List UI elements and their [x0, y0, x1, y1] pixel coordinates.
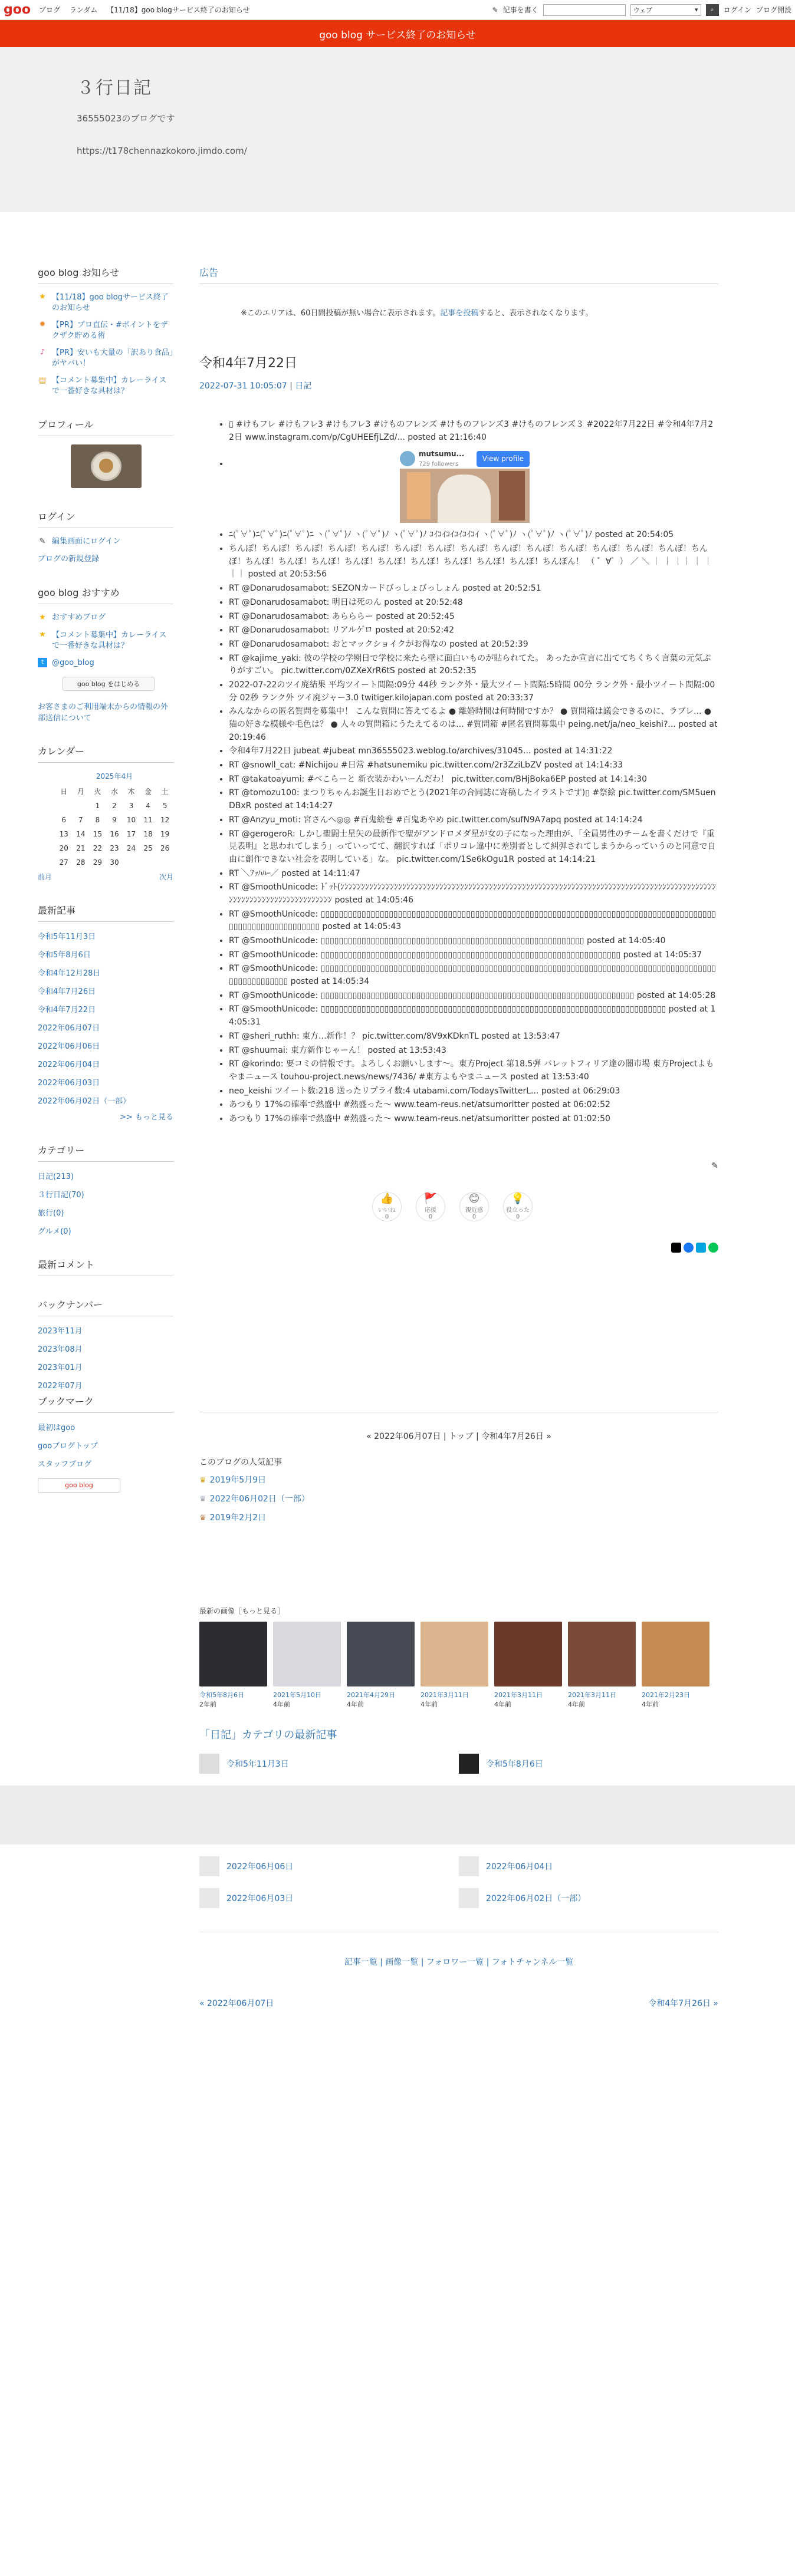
backnumber-link[interactable]: 2023年01月: [38, 1363, 83, 1372]
thumbs-up-icon: 👍: [380, 1193, 394, 1205]
cal-day: 9: [112, 815, 117, 824]
category-recent-grid-2: [199, 1856, 718, 1908]
cal-day: [140, 855, 157, 869]
article-thumb[interactable]: [459, 1888, 479, 1908]
recent-link[interactable]: 令和4年7月26日: [38, 987, 96, 996]
cal-day: 21: [76, 844, 86, 852]
cal-dow: 火: [94, 788, 101, 796]
thumb-image[interactable]: [347, 1622, 415, 1686]
open-blog-link[interactable]: ブログ開設: [755, 6, 791, 14]
post-article-link[interactable]: 記事を投稿: [440, 309, 479, 318]
tweet-line: • みんなからの匿名質問を募集中！ こんな質問に答えてるよ ● 離婚時間は何時間ですか？ ● 質問箱は議会できるのに、ラブレ... ● 猫の好きな模様や毛色は？ ● 人々の質問箱にうたえてるのは... #質問箱 #匿名質問募集中 peing.net/ja/neo_keishi?... posted at 20:19:46: [229, 706, 718, 744]
service-end-banner[interactable]: goo blog サービス終了のお知らせ: [0, 20, 795, 47]
category-link[interactable]: 旅行(0): [38, 1208, 64, 1218]
popular-link[interactable]: 2022年06月02日（一部）: [209, 1494, 310, 1504]
thumb-item[interactable]: 2021年4月29日 4年前: [347, 1622, 415, 1709]
edit-pencil-icon[interactable]: ✎: [711, 1161, 718, 1171]
cal-day: 11: [143, 815, 153, 824]
cal-day: 15: [93, 829, 103, 838]
notice-link[interactable]: 【コメント募集中】カレーライスで一番好きな具材は？: [52, 376, 167, 396]
tweet-line: • RT @SmoothUnicode: ▯▯▯▯▯▯▯▯▯▯▯▯▯▯▯▯▯▯▯▯▯▯▯▯▯▯▯▯▯▯▯▯▯▯▯▯▯▯▯▯▯▯▯▯▯▯▯▯▯▯▯▯▯▯▯▯▯▯▯▯▯▯▯▯▯▯ posted at 14:05:37: [229, 949, 718, 962]
ad-note: ※このエリアは、60日間投稿が無い場合に表示されます。記事を投稿すると、表示されなくなります。: [241, 309, 593, 318]
category-link[interactable]: グルメ(0): [38, 1227, 71, 1236]
tweet-line: • RT @shuumai: 東方新作じゃーん！ posted at 13:53:43: [229, 1045, 718, 1058]
tweet-line: • RT @korindo: 要コミの情報です。よろしくお願いします～。東方Project 第18.5弾 バレットフィリア達の闇市場 東方Projectよもやまニュース touhou-project.news/news/7436/ #東方よもやまニュース posted at 13:53:40: [229, 1058, 718, 1083]
thumb-image[interactable]: [494, 1622, 562, 1686]
more-recent-link[interactable]: >> もっと見る: [120, 1112, 173, 1122]
gift-icon: ♪: [40, 348, 45, 357]
recent-link[interactable]: 2022年06月06日: [38, 1042, 100, 1051]
cal-day: 13: [59, 829, 68, 838]
cal-day: 1: [95, 801, 100, 810]
view-profile-button[interactable]: View profile: [477, 451, 530, 467]
cal-day: 2: [112, 801, 117, 810]
recent-link[interactable]: 2022年06月02日（一部）: [38, 1096, 131, 1106]
category-recent-link[interactable]: 2022年06月06日: [226, 1862, 294, 1872]
reaction-buttons: [370, 1192, 718, 1221]
cal-day: 5: [162, 801, 167, 810]
goo-blog-twitter-link[interactable]: @goo_blog: [52, 658, 94, 668]
tweet-line: • RT @snowll_cat: #Nichijou #日常 #hatsunemiku pic.twitter.com/2r3ZziLbZV posted at 14:14:33: [229, 759, 718, 772]
edit-login-link[interactable]: 編集画面にログイン: [52, 537, 121, 546]
tweet-line: • あつもり 17%の確率で熱盛中 #熱盛った～ www.team-reus.net/atsumoritter posted at 06:02:52: [229, 1099, 718, 1112]
category-recent-link[interactable]: 2022年06月02日（一部）: [486, 1893, 586, 1903]
prev-month-link[interactable]: 前月: [38, 872, 52, 881]
search-scope-select[interactable]: ウェブ ▾: [630, 4, 701, 16]
start-blog-button[interactable]: goo blog をはじめる: [63, 677, 155, 691]
category-recent-grid: [199, 1754, 718, 1774]
main-column: [199, 212, 718, 1774]
tweet-line: • RT @Anzyu_moti: 宮さんへ◎◎ #百鬼絵巻 #百鬼あやめ pic.twitter.com/sufN9A7apq posted at 14:14:24: [229, 814, 718, 827]
cal-dow: 木: [127, 788, 135, 796]
recommend-link[interactable]: 【コメント募集中】カレーライスで一番好きな具材は？: [52, 631, 167, 650]
cal-day: [73, 799, 90, 813]
new-blog-link[interactable]: ブログの新規登録: [38, 554, 100, 564]
share-buttons: [199, 1243, 718, 1253]
backnumber-heading: バックナンバー: [38, 1297, 173, 1316]
notice-heading: goo blog お知らせ: [38, 265, 173, 284]
cal-day: 4: [146, 801, 150, 810]
calendar: [38, 771, 173, 882]
article-meta: 2022-07-31 10:05:07 | 日記: [199, 381, 312, 391]
chevron-down-icon: ▾: [695, 6, 698, 14]
backnumber-link[interactable]: 2022年07月: [38, 1381, 83, 1391]
write-article-link[interactable]: 記事を書く: [502, 6, 538, 14]
recent-link[interactable]: 令和5年11月3日: [38, 932, 96, 941]
cal-dow: 日: [60, 788, 68, 796]
cal-day: 17: [126, 829, 136, 838]
cal-day: 12: [160, 815, 170, 824]
tweet-line: • RT @SmoothUnicode: ▯▯▯▯▯▯▯▯▯▯▯▯▯▯▯▯▯▯▯▯▯▯▯▯▯▯▯▯▯▯▯▯▯▯▯▯▯▯▯▯▯▯▯▯▯▯▯▯▯▯▯▯▯▯▯▯▯▯▯▯▯▯▯▯▯▯▯▯▯ posted at 14:05:28: [229, 990, 718, 1003]
notice-link[interactable]: 【PR】プロ直伝・#ポイントをザクザク貯める術: [52, 321, 168, 340]
cal-day: 23: [110, 844, 119, 852]
article-thumb[interactable]: [459, 1754, 479, 1774]
profile-heading: プロフィール: [38, 417, 173, 436]
next-article-link[interactable]: 令和4年7月26日 »: [648, 1998, 718, 2008]
cal-day: [55, 799, 73, 813]
bottom-pager: [199, 1997, 718, 2009]
search-icon: ⌕: [710, 6, 714, 13]
tweet-line: • ちんぽ！ちんぽ！ちんぽ！ちんぽ！ちんぽ！ちんぽ！ちんぽ！ちんぽ！ちんぽ！ちんぽ！ちんぽ！ちんぽ！ちんぽ！ちんぽ！ちんぽ！ちんぽ！ちんぽ！ちんぽ！ちんぽ！ちんぽ！ちんぽ！ちんぽ！ちんぽ！ちんぽ！ちんぽん！ （ ゜∀゜） ／ ＼ ｜ ｜ ｜｜ ｜ ｜ ｜｜ posted at 20:53:56: [229, 543, 718, 581]
x-share-icon[interactable]: [671, 1243, 681, 1253]
instagram-embed-item: [229, 449, 718, 523]
notice-link[interactable]: 【11/18】goo blogサービス終了のお知らせ: [52, 293, 169, 312]
tweet-line: • RT @SmoothUnicode: ▯▯▯▯▯▯▯▯▯▯▯▯▯▯▯▯▯▯▯▯▯▯▯▯▯▯▯▯▯▯▯▯▯▯▯▯▯▯▯▯▯▯▯▯▯▯▯▯▯▯▯▯▯▯▯▯▯▯▯▯▯▯▯▯▯▯▯▯▯▯▯▯▯▯▯▯▯▯▯▯▯▯▯▯▯▯▯▯▯▯▯▯▯▯▯▯▯▯▯▯ posted at 14:05:34: [229, 963, 718, 988]
login-heading: ログイン: [38, 509, 173, 528]
tweet-line: • あつもり 17%の確率で熱盛中 #熱盛った～ www.team-reus.net/atsumoritter posted at 01:02:50: [229, 1113, 718, 1126]
blog-header: [0, 47, 795, 212]
comment-icon: ▤: [38, 375, 47, 385]
profile-image[interactable]: [71, 444, 142, 488]
flag-icon: 🚩: [423, 1193, 438, 1205]
recent-heading: 最新記事: [38, 903, 173, 922]
tweet-line: • 令和4年7月22日 jubeat #jubeat mn36555023.weblog.to/archives/31045... posted at 14:31:22: [229, 745, 718, 758]
category-heading: カテゴリー: [38, 1143, 173, 1162]
tweet-line: • ▯ #けもフレ #けもフレ3 #けもフレ3 #けものフレンズ #けものフレンズ3 #けものフレンズ３ #2022年7月22日 #令和4年7月22日 www.instagram.com/p/CgUHEEfjLZd/... posted at 21:16:40: [229, 419, 718, 444]
goo-blog-logo[interactable]: goo blog: [38, 1478, 120, 1493]
tweet-line: • RT @tomozu100: まつりちゃんお誕生日おめでとう(2021年の合同誌に寄稿したイラストです)▯ #祭絵 pic.twitter.com/SM5uenDBxR posted at 14:14:27: [229, 787, 718, 812]
instagram-image[interactable]: [400, 469, 530, 523]
tweet-line: • ﾆ(ﾟ∀ﾟ)ﾆ(ﾟ∀ﾟ)ﾆ(ﾟ∀ﾟ)ﾆ ヽ(ﾟ∀ﾟ)ﾉ ヽ(ﾟ∀ﾟ)ﾉ ヽ(ﾟ∀ﾟ)ﾉ ｺｲｺｲｺｲｺｲｺｲｺｲ ヽ(ﾟ∀ﾟ)ﾉ ヽ(ﾟ∀ﾟ)ﾉ ヽ(ﾟ∀ﾟ)ﾉ posted at 20:54:05: [229, 529, 718, 542]
bookmark-link[interactable]: スタッフブログ: [38, 1460, 92, 1469]
data-sending-link[interactable]: お客さまのご利用端末からの情報の外部送信について: [38, 702, 169, 723]
category-link[interactable]: 日記(213): [38, 1172, 74, 1181]
thumb-item[interactable]: 2021年3月11日 4年前: [421, 1622, 488, 1709]
cal-day: 26: [160, 844, 170, 852]
nav-blog[interactable]: ブログ: [38, 6, 60, 14]
bookmark-heading: ブックマーク: [38, 1394, 173, 1413]
category-link[interactable]: ３行日記(70): [38, 1190, 84, 1200]
crown-icon: ♛: [199, 1494, 206, 1504]
tweet-line: • RT @SmoothUnicode: ▯▯▯▯▯▯▯▯▯▯▯▯▯▯▯▯▯▯▯▯▯▯▯▯▯▯▯▯▯▯▯▯▯▯▯▯▯▯▯▯▯▯▯▯▯▯▯▯▯▯▯▯▯▯▯▯▯▯▯▯▯▯▯▯▯▯▯▯▯▯▯▯▯▯▯▯▯▯▯▯▯▯▯▯▯▯▯▯▯▯▯▯▯▯▯▯▯▯▯▯▯▯▯▯▯▯▯ posted at 14:05:43: [229, 908, 718, 934]
article-pager[interactable]: « 2022年06月07日 | トップ | 令和4年7月26日 »: [199, 1412, 718, 1442]
blog-url: https://t178chennazkokoro.jimdo.com/: [77, 146, 247, 156]
tweet-line: • RT @Donarudosamabot: あらららー posted at 20:52:45: [229, 611, 718, 624]
search-button[interactable]: [706, 4, 719, 16]
blog-title[interactable]: ３行日記: [77, 78, 152, 98]
edit-icon: ✎: [39, 536, 46, 546]
cal-day: 14: [76, 829, 86, 838]
point-icon: ✹: [39, 320, 46, 330]
reaction-empathy[interactable]: 😊 親近感 0: [458, 1192, 491, 1221]
recent-link[interactable]: 2022年06月07日: [38, 1023, 100, 1033]
backnumber-link[interactable]: 2023年11月: [38, 1326, 83, 1336]
thumb-image[interactable]: [273, 1622, 341, 1686]
tweet-line: • RT @SmoothUnicode: ▯▯▯▯▯▯▯▯▯▯▯▯▯▯▯▯▯▯▯▯▯▯▯▯▯▯▯▯▯▯▯▯▯▯▯▯▯▯▯▯▯▯▯▯▯▯▯▯▯▯▯▯▯▯▯▯▯▯ posted at 14:05:40: [229, 935, 718, 948]
avatar: [400, 451, 415, 466]
prev-article-link[interactable]: « 2022年06月07日: [199, 1998, 274, 2008]
reaction-helpful[interactable]: 💡 役立った 0: [501, 1192, 534, 1221]
next-month-link[interactable]: 次月: [159, 872, 173, 881]
thumb-image[interactable]: [199, 1622, 267, 1686]
cal-day: 20: [59, 844, 68, 852]
cal-day: 3: [129, 801, 134, 810]
tweet-line: • RT @Donarudosamabot: リアルゲロ posted at 20:52:42: [229, 624, 718, 637]
cal-day: 28: [76, 858, 86, 867]
tweet-line: • RT @SmoothUnicode: ▯▯▯▯▯▯▯▯▯▯▯▯▯▯▯▯▯▯▯▯▯▯▯▯▯▯▯▯▯▯▯▯▯▯▯▯▯▯▯▯▯▯▯▯▯▯▯▯▯▯▯▯▯▯▯▯▯▯▯▯▯▯▯▯▯▯▯▯▯▯▯▯▯▯▯▯ posted at 14:05:31: [229, 1003, 718, 1029]
cal-day: 8: [95, 815, 100, 824]
cal-day: 30: [110, 858, 119, 867]
category-recent-link[interactable]: 令和5年11月3日: [226, 1759, 289, 1769]
calendar-heading: カレンダー: [38, 744, 173, 763]
cal-day: 7: [78, 815, 83, 824]
cal-dow: 土: [161, 788, 169, 796]
facebook-share-icon[interactable]: [684, 1243, 694, 1253]
article-title[interactable]: 令和4年7月22日: [199, 356, 297, 371]
goo-logo[interactable]: goo: [4, 2, 31, 17]
article-category[interactable]: 日記: [295, 381, 312, 391]
recent-images-heading[interactable]: 最新の画像［もっと見る］: [199, 1606, 285, 1615]
category-recent-link[interactable]: 2022年06月04日: [486, 1862, 553, 1872]
line-share-icon[interactable]: [708, 1243, 718, 1253]
comments-heading: 最新コメント: [38, 1257, 173, 1276]
thumb-item[interactable]: 2021年3月11日 4年前: [568, 1622, 636, 1709]
popular-link[interactable]: 2019年5月9日: [209, 1475, 267, 1485]
popular-link[interactable]: 2019年2月2日: [209, 1513, 267, 1523]
notice-link[interactable]: 【PR】安いも大量の「訳あり食品」がヤバい！: [52, 348, 173, 368]
cal-day: 27: [59, 858, 68, 867]
nav-random[interactable]: ランダム: [69, 6, 98, 14]
thumb-image[interactable]: [642, 1622, 709, 1686]
smile-icon: 😊: [468, 1193, 480, 1205]
thumb-item[interactable]: 2021年2月23日 4年前: [642, 1622, 709, 1709]
category-recent-link[interactable]: 令和5年8月6日: [486, 1759, 543, 1769]
article-thumb[interactable]: [199, 1754, 219, 1774]
tweet-line: • RT @takatoayumi: #ベこらーと 新衣装かわいーんだわ！ pic.twitter.com/BHjBoka6EP posted at 14:14:30: [229, 773, 718, 786]
recent-link[interactable]: 令和4年7月22日: [38, 1005, 96, 1014]
article-thumb[interactable]: [199, 1888, 219, 1908]
cal-day: 16: [110, 829, 119, 838]
popular-articles: [199, 1456, 718, 1523]
cal-day: 25: [143, 844, 153, 852]
global-header: [0, 0, 795, 20]
cal-day: 22: [93, 844, 103, 852]
bookmark-link[interactable]: gooブログトップ: [38, 1441, 98, 1451]
tweet-line: • RT @Donarudosamabot: おとマックショイクがお得なの posted at 20:52:39: [229, 638, 718, 651]
tweet-line: • 2022-07-22のツイ廃結果 平均ツイート間隔:09分 44秒 ランク外・最大ツイート間隔:5時間 00分 ランク外・最小ツイート間隔:00分 02秒 ランク外 ツイ廃ジャー3.0 twitiger.kilojapan.com posted at 20:33:37: [229, 679, 718, 704]
thumb-item[interactable]: 2021年3月11日 4年前: [494, 1622, 562, 1709]
footer-links[interactable]: 記事一覧 | 画像一覧 | フォロワー一覧 | フォトチャンネル一覧: [199, 1932, 718, 1968]
search-input[interactable]: [543, 4, 626, 16]
recommend-heading: goo blog おすすめ: [38, 585, 173, 604]
recent-link[interactable]: 2022年06月04日: [38, 1060, 100, 1069]
article-date: 2022-07-31 10:05:07: [199, 381, 287, 391]
cal-day: 10: [126, 815, 136, 824]
blog-description: 36555023のブログです: [77, 113, 175, 124]
tweet-line: • RT @SmoothUnicode: ﾄﾞｯﾄ(ﾝﾝﾝﾝﾝﾝﾝﾝﾝﾝﾝﾝﾝﾝﾝﾝﾝﾝﾝﾝﾝﾝﾝﾝﾝﾝﾝﾝﾝﾝﾝﾝﾝﾝﾝﾝﾝﾝﾝﾝﾝﾝﾝﾝﾝﾝﾝﾝﾝﾝﾝﾝﾝﾝﾝﾝﾝﾝﾝﾝﾝﾝﾝﾝﾝﾝﾝﾝﾝﾝﾝﾝﾝﾝﾝﾝﾝﾝﾝﾝﾝﾝﾝﾝﾝﾝﾝﾝﾝﾝﾝﾝﾝﾝﾝﾝﾝﾝﾝﾝﾝﾝﾝﾝﾝﾝﾝﾝﾝﾝﾝﾝﾝﾝﾝﾝ posted at 14:05:46: [229, 881, 718, 907]
tweet-line: • RT @kajime_yaki: 彼の学校の学期日で学校に来たら壁に面白いものが貼られてた。 あったか宣言に出ててちくちく言葉の元気ぷりがすごい。 pic.twitter.com/0ZXeXrR6tS posted at 20:52:35: [229, 653, 718, 678]
star-icon: ★: [39, 292, 46, 302]
cal-dow: 金: [144, 788, 152, 796]
recent-link[interactable]: 令和5年8月6日: [38, 950, 91, 960]
reaction-like[interactable]: 👍 いいね 0: [370, 1192, 403, 1221]
ad-heading: 広告: [199, 265, 718, 284]
recent-list: [38, 930, 173, 1122]
instagram-embed[interactable]: • mutsumu... 729 followers View profile: [400, 449, 530, 523]
sidebar: [38, 212, 173, 1774]
cal-dow: 月: [77, 788, 84, 796]
global-nav: [39, 5, 257, 15]
recommend-link[interactable]: おすすめブログ: [52, 613, 106, 622]
cal-day: 18: [143, 829, 153, 838]
crown-icon: ♛: [199, 1475, 206, 1485]
article-thumb[interactable]: [199, 1856, 219, 1876]
cal-day: [123, 855, 140, 869]
reaction-cheer[interactable]: 🚩 応援 0: [414, 1192, 447, 1221]
tweet-line: • neo_keishi ツイート数:218 送ったリプライ数:4 utabami.com/TodaysTwitterL... posted at 06:29:03: [229, 1085, 718, 1098]
tweet-line: • RT @Donarudosamabot: SEZONカードびっしょびっしょん posted at 20:52:51: [229, 582, 718, 595]
cal-day: [156, 855, 173, 869]
nav-notice[interactable]: 【11/18】goo blogサービス終了のお知らせ: [107, 6, 250, 14]
calendar-month: 2025年4月: [96, 772, 133, 780]
backnumber-link[interactable]: 2023年08月: [38, 1345, 83, 1354]
tweet-line: • RT @Donarudosamabot: 明日は死のん posted at 20:52:48: [229, 597, 718, 610]
hatena-share-icon[interactable]: [696, 1243, 706, 1253]
cal-day: 6: [61, 815, 67, 824]
recent-link[interactable]: 2022年06月03日: [38, 1078, 100, 1088]
popular-heading: このブログの人気記事: [199, 1457, 282, 1467]
thumb-image[interactable]: [568, 1622, 636, 1686]
pencil-icon: ✎: [492, 5, 498, 14]
recent-images: [199, 1606, 718, 1709]
tweet-line: • RT @sheri_ruthh: 東方...新作！？ pic.twitter.com/8V9xKDknTL posted at 13:53:47: [229, 1030, 718, 1043]
cal-day: 24: [126, 844, 136, 852]
cal-day: 29: [93, 858, 103, 867]
recent-link[interactable]: 令和4年12月28日: [38, 969, 101, 978]
star-icon: ★: [39, 612, 46, 622]
tweet-line: • RT @gerogeroR: しかし聖闘士星矢の最新作で聖がアンドロメダ星が女の子になった理由が、「全員男性のチームを書くだけで『重見表明』と思われてしまう」っていってて、翻訳すれば「ポリコレ違中に差別者として糾弾されてしまうからっていうのと同意で自由に創作できない社会を表明している」な。 pic.twitter.com/1Se6kOgu1R posted at 14:14:21: [229, 828, 718, 867]
thumb-image[interactable]: [421, 1622, 488, 1686]
cal-dow: 水: [110, 788, 118, 796]
cal-day: 19: [160, 829, 170, 838]
article-thumb[interactable]: [459, 1856, 479, 1876]
tweet-line: • RT ＼ﾌｯﾊﾊｰ／ posted at 14:11:47: [229, 868, 718, 881]
bookmark-link[interactable]: 最初はgoo: [38, 1423, 75, 1432]
crown-icon: ♛: [199, 1513, 206, 1523]
lightbulb-icon: 💡: [511, 1193, 525, 1205]
article-body: [199, 419, 718, 1126]
twitter-icon: t: [38, 658, 47, 667]
grey-band: [0, 1786, 795, 1844]
star-icon: ★: [39, 630, 46, 640]
category-recent-heading: 「日記」カテゴリの最新記事: [199, 1728, 337, 1741]
category-recent-link[interactable]: 2022年06月03日: [226, 1893, 294, 1903]
thumb-item[interactable]: 令和5年8月6日 2年前: [199, 1622, 267, 1709]
login-link[interactable]: ログイン: [723, 6, 751, 14]
thumb-item[interactable]: 2021年5月10日 4年前: [273, 1622, 341, 1709]
